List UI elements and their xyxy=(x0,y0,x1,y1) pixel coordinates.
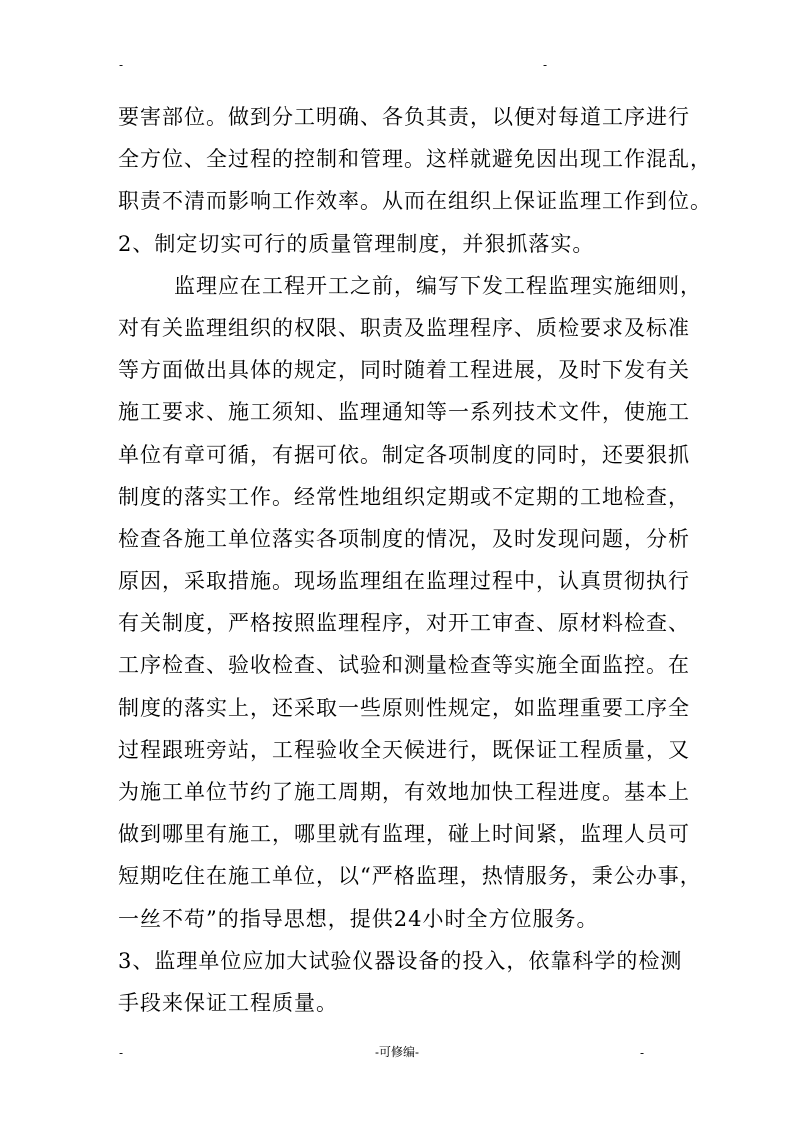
text-line: 要害部位。做到分工明确、各负其责，以便对每道工序进行 xyxy=(118,105,690,129)
footer-right-mark: - xyxy=(640,1046,645,1060)
text-line: 全方位、全过程的控制和管理。这样就避免因出现工作混乱， xyxy=(118,147,712,172)
body-text xyxy=(118,96,712,1024)
text-line: 施工要求、施工须知、监理通知等一系列技术文件，使施工 xyxy=(118,400,690,425)
text-line: 等方面做出具体的规定，同时随着工程进展，及时下发有关 xyxy=(118,358,690,383)
text-line: 做到哪里有施工，哪里就有监理，碰上时间紧，监理人员可 xyxy=(118,822,690,847)
header-left-mark: - xyxy=(119,58,124,72)
text-line: 制度的落实工作。经常性地组织定期或不定期的工地检查， xyxy=(118,484,690,509)
text-line: 单位有章可循，有据可依。制定各项制度的同时，还要狠抓 xyxy=(118,442,690,467)
text-line: 为施工单位节约了施工周期，有效地加快工程进度。基本上 xyxy=(118,780,690,804)
text-line: 过程跟班旁站，工程验收全天候进行，既保证工程质量，又 xyxy=(118,737,690,762)
footer-left-mark: - xyxy=(119,1046,124,1060)
text-line: 手段来保证工程质量。 xyxy=(118,990,338,1015)
section-heading: 3、监理单位应加大试验仪器设备的投入，依靠科学的检测 xyxy=(118,948,683,973)
paragraph-first-line: 监理应在工程开工之前，编写下发工程监理实施细则， xyxy=(174,273,702,298)
footer-editable-label: -可修编- xyxy=(375,1045,419,1059)
header-right-mark: - xyxy=(543,58,548,72)
text-line: 工序检查、验收检查、试验和测量检查等实施全面监控。在 xyxy=(118,653,690,678)
text-line: 检查各施工单位落实各项制度的情况，及时发现问题，分析 xyxy=(118,526,690,551)
section-heading: 2、制定切实可行的质量管理制度，并狠抓落实。 xyxy=(118,231,595,256)
text-line: 原因，采取措施。现场监理组在监理过程中，认真贯彻执行 xyxy=(118,569,690,594)
text-line: 有关制度，严格按照监理程序，对开工审查、原材料检查、 xyxy=(118,611,690,636)
text-line: 对有关监理组织的权限、职责及监理程序、质检要求及标准 xyxy=(118,315,690,340)
text-line: 一丝不苟”的指导思想，提供24小时全方位服务。 xyxy=(118,906,599,931)
text-line: 职责不清而影响工作效率。从而在组织上保证监理工作到位。 xyxy=(118,189,712,214)
text-line: 制度的落实上，还采取一些原则性规定，如监理重要工序全 xyxy=(118,695,690,720)
text-line: 短期吃住在施工单位，以“严格监理，热情服务，秉公办事， xyxy=(118,864,702,889)
